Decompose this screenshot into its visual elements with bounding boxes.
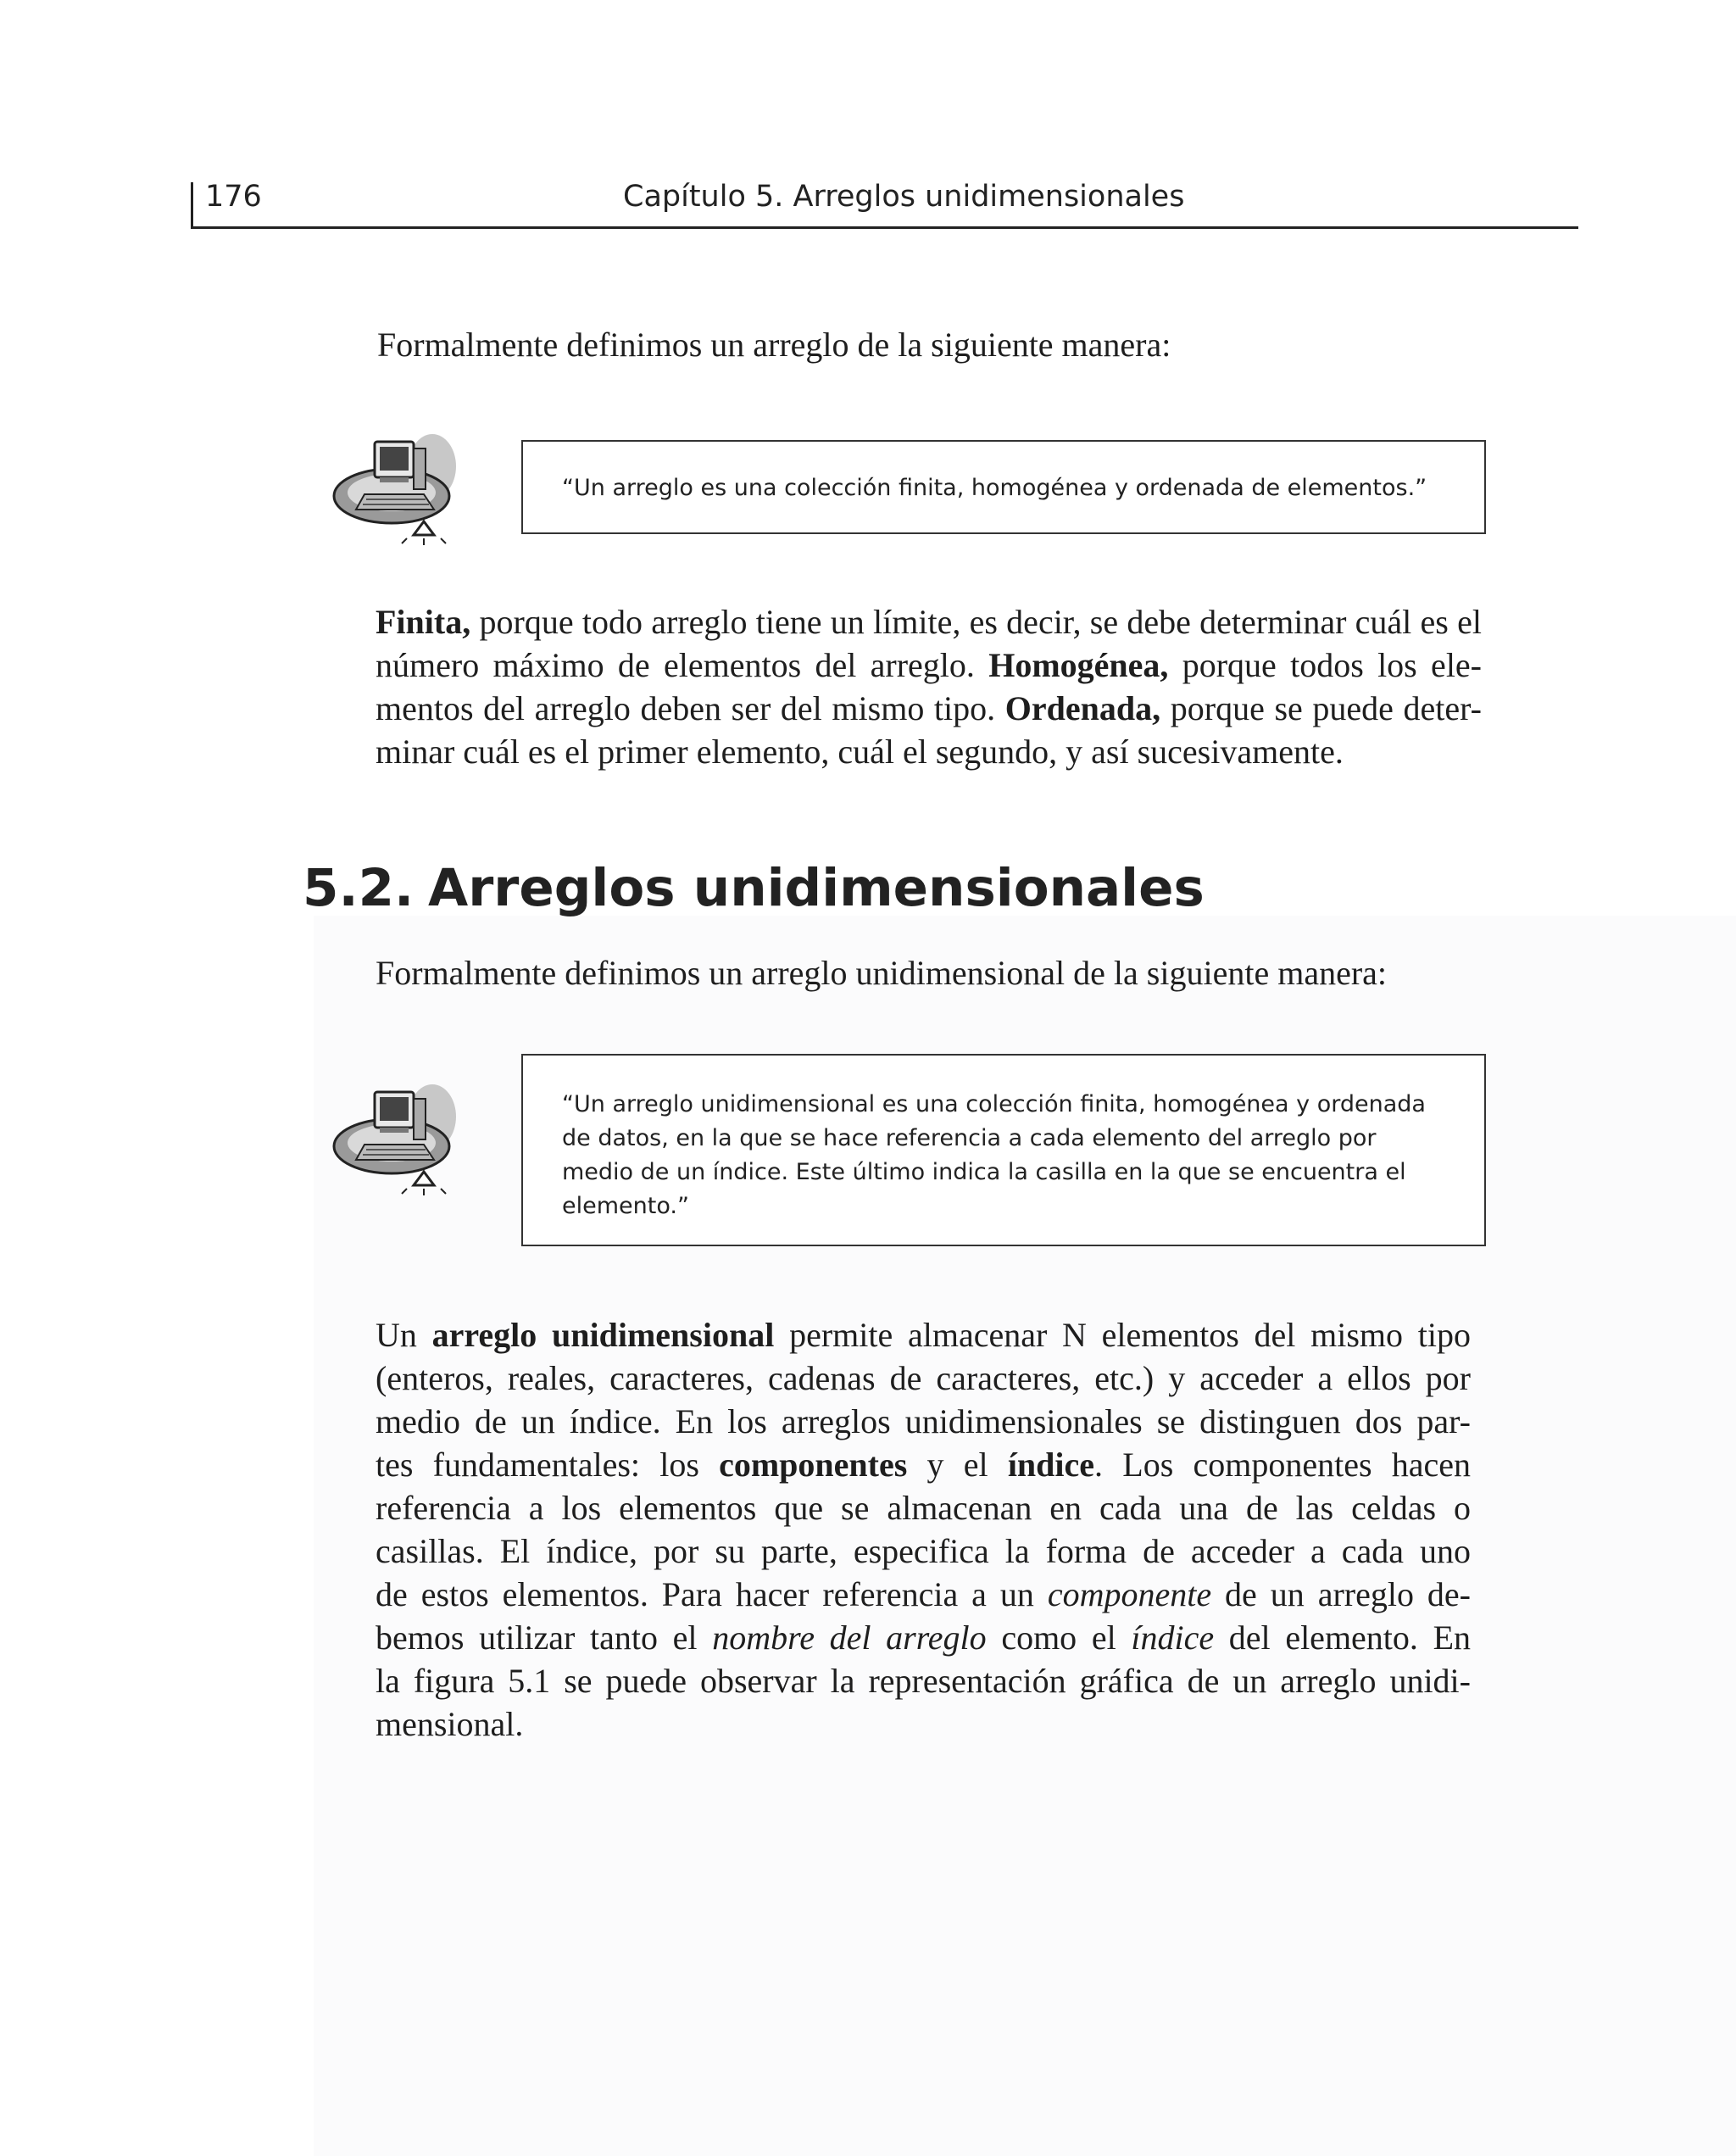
definition-line: “Un arreglo unidimensional es una colección finita, homogénea y ordenada <box>562 1091 1426 1117</box>
term-componentes: componentes <box>719 1446 908 1484</box>
paragraph-line <box>376 1443 1471 1486</box>
text-run: casillas. El índice, por su parte, especifica la forma de acceder a cada uno <box>376 1532 1471 1570</box>
text-run: porque todos los ele- <box>1168 646 1483 684</box>
text-run: de estos elementos. Para hacer referencia a un <box>376 1575 1048 1613</box>
term-finita: Finita, <box>376 603 471 641</box>
paragraph-line <box>376 1313 1471 1357</box>
definition-text <box>562 1088 1426 1223</box>
definition-box-array <box>521 440 1486 534</box>
term-indice-italic: índice <box>1131 1618 1215 1657</box>
paragraph-line <box>376 1616 1471 1659</box>
paragraph-line <box>376 1659 1471 1702</box>
header-rule <box>191 226 1578 229</box>
definition-box-unidimensional <box>521 1054 1486 1246</box>
paragraph-finita <box>376 600 1482 773</box>
paragraph-line <box>376 1702 1471 1746</box>
definition-line: elemento.” <box>562 1193 689 1219</box>
text-run: porque todo arreglo tiene un límite, es decir, se debe determinar cuál es el <box>470 603 1482 641</box>
text-run: . Los componentes hacen <box>1094 1446 1471 1484</box>
text-run: tes fundamentales: los <box>376 1446 720 1484</box>
section-heading <box>303 858 1205 918</box>
definition-line: medio de un índice. Este último indica la casilla en la que se encuentra el <box>562 1159 1406 1185</box>
text-run: mensional. <box>376 1705 524 1743</box>
paragraph-line <box>376 1573 1471 1616</box>
term-indice: índice <box>1007 1446 1095 1484</box>
text-run: del elemento. En <box>1214 1618 1472 1657</box>
text-run: número máximo de elementos del arreglo. <box>376 646 989 684</box>
paragraph-line <box>376 1400 1471 1443</box>
section-title: Arreglos unidimensionales <box>428 858 1205 918</box>
text-run: (enteros, reales, caracteres, cadenas de caracteres, etc.) y acceder a ellos por <box>376 1359 1471 1397</box>
text-run: bemos utilizar tanto el <box>376 1618 713 1657</box>
term-componente-italic: componente <box>1047 1575 1212 1613</box>
paragraph-arreglo-unidimensional <box>376 1313 1471 1746</box>
paragraph-line <box>376 600 1482 643</box>
term-ordenada: Ordenada, <box>1004 689 1161 727</box>
computer-tip-icon <box>331 428 466 547</box>
text-run: minar cuál es el primer elemento, cuál el segundo, y así sucesivamente. <box>376 733 1344 771</box>
paragraph-line <box>376 1357 1471 1400</box>
text-run: como el <box>986 1618 1132 1657</box>
text-run: permite almacenar N elementos del mismo tipo <box>774 1316 1471 1354</box>
text-run: mentos del arreglo deben ser del mismo tipo. <box>376 689 1005 727</box>
intro-paragraph-2: Formalmente definimos un arreglo unidimensional de la siguiente manera: <box>376 954 1388 992</box>
definition-text: “Un arreglo es una colección finita, homogénea y ordenada de elementos.” <box>562 475 1427 501</box>
text-run: medio de un índice. En los arreglos unidimensionales se distinguen dos par- <box>376 1402 1471 1440</box>
paragraph-line <box>376 1529 1471 1573</box>
text-run: Un <box>376 1316 432 1354</box>
text-run: y el <box>907 1446 1008 1484</box>
intro-paragraph-1: Formalmente definimos un arreglo de la siguiente manera: <box>377 326 1171 364</box>
text-run: referencia a los elementos que se almacenan en cada una de las celdas o <box>376 1489 1471 1527</box>
running-title: Capítulo 5. Arreglos unidimensionales <box>623 180 1185 214</box>
page-number: 176 <box>205 180 262 214</box>
computer-tip-icon <box>331 1078 466 1197</box>
term-arreglo-unidimensional: arreglo unidimensional <box>431 1316 775 1354</box>
paragraph-line <box>376 643 1482 687</box>
header-rule-vertical <box>191 182 193 229</box>
term-nombre-del-arreglo: nombre del arreglo <box>712 1618 987 1657</box>
paragraph-line <box>376 1486 1471 1529</box>
paragraph-line <box>376 730 1482 773</box>
definition-line: de datos, en la que se hace referencia a cada elemento del arreglo por <box>562 1125 1377 1151</box>
text-run: porque se puede deter- <box>1160 689 1482 727</box>
section-number: 5.2. <box>303 858 415 918</box>
term-homogenea: Homogénea, <box>988 646 1169 684</box>
text-run: la figura 5.1 se puede observar la representación gráfica de un arreglo unidi- <box>376 1662 1471 1700</box>
text-run: de un arreglo de- <box>1211 1575 1471 1613</box>
paragraph-line <box>376 687 1482 730</box>
